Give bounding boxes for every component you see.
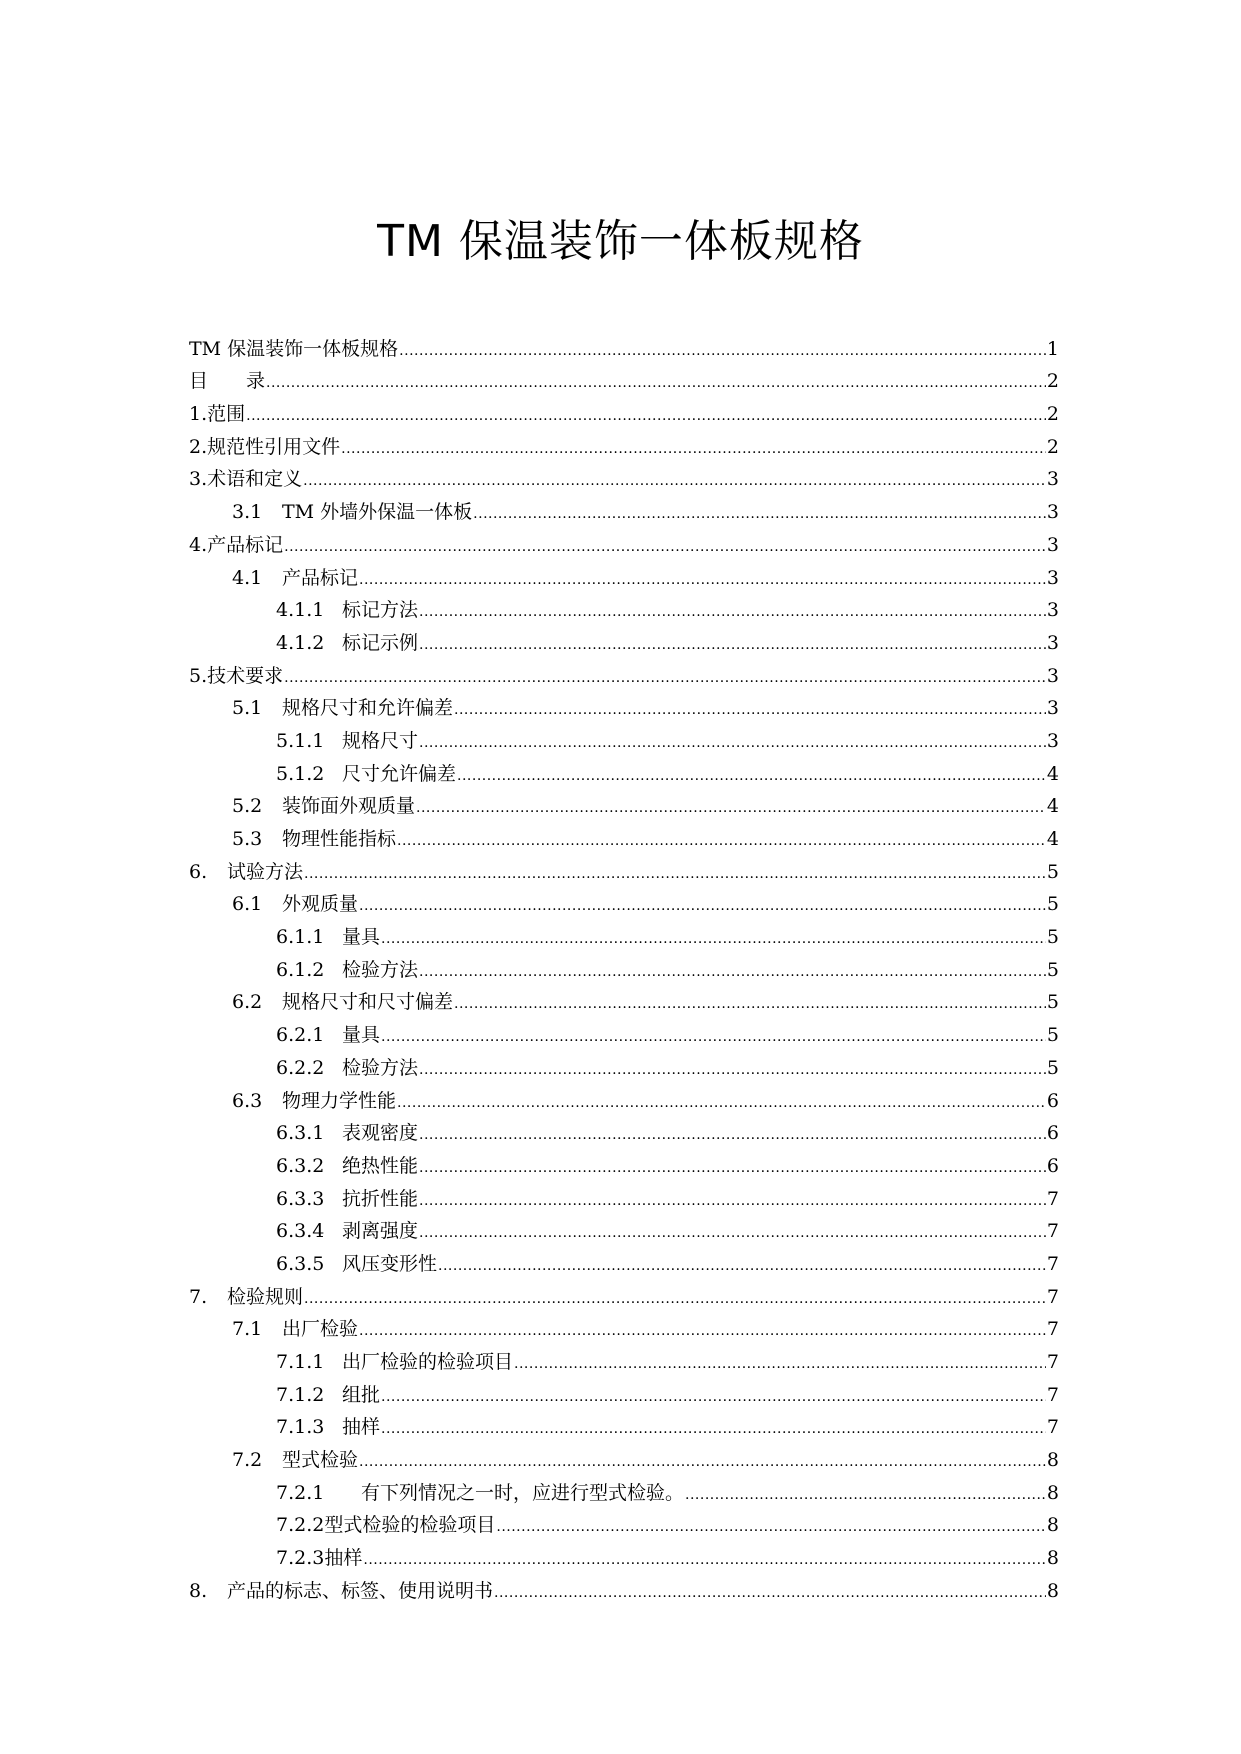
toc-entry-page-number: 7 bbox=[1046, 1220, 1059, 1243]
toc-entry-number: 6.3.2 bbox=[276, 1154, 325, 1177]
toc-entry-label: 3.术语和定义 bbox=[189, 468, 303, 491]
toc-entry-number: 7.1.3 bbox=[276, 1416, 325, 1439]
toc-entry[interactable] bbox=[189, 1471, 1059, 1504]
toc-dot-leader bbox=[381, 1024, 1046, 1046]
toc-entry-number: 7.2.1 bbox=[276, 1481, 325, 1504]
toc-dot-leader bbox=[454, 697, 1046, 719]
toc-entry-page-number: 7 bbox=[1046, 1285, 1059, 1308]
toc-entry-label: 标记示例 bbox=[342, 631, 419, 654]
toc-entry[interactable] bbox=[189, 556, 1059, 589]
toc-entry-number: 7.2 bbox=[232, 1449, 263, 1472]
toc-entry-page-number: 3 bbox=[1046, 599, 1059, 622]
toc-entry-page-number: 8 bbox=[1046, 1514, 1059, 1537]
toc-entry[interactable] bbox=[189, 1536, 1059, 1569]
toc-entry[interactable] bbox=[189, 621, 1059, 654]
toc-entry[interactable] bbox=[189, 817, 1059, 850]
toc-entry-page-number: 5 bbox=[1046, 860, 1059, 883]
toc-entry[interactable] bbox=[189, 523, 1059, 556]
toc-entry-label: 组批 bbox=[342, 1383, 381, 1406]
toc-entry-number: 5.2 bbox=[232, 795, 263, 818]
toc-dot-leader bbox=[419, 1188, 1046, 1210]
toc-entry-label: 物理力学性能 bbox=[282, 1089, 397, 1112]
toc-entry-page-number: 7 bbox=[1046, 1252, 1059, 1275]
toc-entry[interactable] bbox=[189, 948, 1059, 981]
toc-entry-page-number: 8 bbox=[1046, 1449, 1059, 1472]
toc-entry-label: 检验方法 bbox=[342, 1056, 419, 1079]
toc-entry-label: 风压变形性 bbox=[342, 1252, 438, 1275]
toc-dot-leader bbox=[303, 468, 1046, 490]
toc-entry[interactable] bbox=[189, 1340, 1059, 1373]
toc-entry-label: 物理性能指标 bbox=[282, 828, 397, 850]
toc-entry[interactable] bbox=[189, 850, 1059, 883]
toc-dot-leader bbox=[284, 665, 1046, 687]
toc-dot-leader bbox=[473, 501, 1046, 523]
toc-dot-leader bbox=[359, 1318, 1046, 1340]
toc-entry-label: 表观密度 bbox=[342, 1122, 419, 1145]
toc-entry-label: 抗折性能 bbox=[342, 1187, 419, 1210]
toc-dot-leader bbox=[399, 338, 1046, 360]
toc-entry-page-number: 8 bbox=[1046, 1481, 1059, 1504]
toc-dot-leader bbox=[304, 861, 1046, 883]
toc-entry-number: 5.1 bbox=[232, 697, 263, 720]
toc-entry-label: 装饰面外观质量 bbox=[282, 795, 416, 818]
toc-entry-page-number: 3 bbox=[1046, 631, 1059, 654]
toc-dot-leader bbox=[419, 730, 1046, 752]
toc-entry-number: 6.3.5 bbox=[276, 1252, 325, 1275]
toc-entry-page-number: 4 bbox=[1046, 762, 1059, 785]
toc-entry-label: 产品的标志、标签、使用说明书 bbox=[227, 1579, 494, 1602]
toc-dot-leader bbox=[359, 893, 1046, 915]
toc-entry[interactable] bbox=[189, 458, 1059, 491]
toc-entry-number: 3.1 bbox=[232, 501, 263, 524]
toc-dot-leader bbox=[359, 1449, 1046, 1471]
toc-entry-number: 6.1.1 bbox=[276, 926, 325, 949]
toc-entry-page-number: 7 bbox=[1046, 1383, 1059, 1406]
toc-entry-label: 规格尺寸和允许偏差 bbox=[282, 697, 454, 720]
toc-entry-number: 4.1 bbox=[232, 566, 263, 589]
toc-dot-leader bbox=[457, 763, 1046, 785]
toc-dot-leader bbox=[381, 1384, 1046, 1406]
toc-entry-label: 试验方法 bbox=[227, 860, 304, 883]
toc-entry-label: 量具 bbox=[342, 926, 381, 949]
toc-dot-leader bbox=[419, 599, 1046, 621]
toc-entry-page-number: 6 bbox=[1046, 1122, 1059, 1145]
toc-dot-leader bbox=[419, 632, 1046, 654]
toc-entry-label: 标记方法 bbox=[342, 599, 419, 622]
toc-entry-page-number: 8 bbox=[1046, 1547, 1059, 1570]
toc-entry[interactable] bbox=[189, 654, 1059, 687]
toc-entry-label: 5.技术要求 bbox=[189, 664, 284, 687]
toc-entry-label: 4.产品标记 bbox=[189, 533, 284, 556]
toc-entry[interactable] bbox=[189, 883, 1059, 916]
toc-dot-leader bbox=[419, 1057, 1046, 1079]
toc-entry-page-number: 4 bbox=[1046, 795, 1059, 818]
toc-dot-leader bbox=[419, 959, 1046, 981]
toc-entry-page-number: 5 bbox=[1046, 1024, 1059, 1047]
toc-entry[interactable] bbox=[189, 490, 1059, 523]
toc-entry-page-number: 2 bbox=[1046, 403, 1059, 426]
toc-dot-leader bbox=[397, 1090, 1046, 1112]
toc-entry[interactable] bbox=[189, 752, 1059, 785]
toc-entry-number: 7.1.1 bbox=[276, 1351, 325, 1373]
toc-entry[interactable] bbox=[189, 915, 1059, 948]
toc-entry-number: 7. bbox=[189, 1285, 208, 1308]
toc-dot-leader bbox=[685, 1482, 1046, 1504]
toc-entry-page-number: 5 bbox=[1046, 958, 1059, 981]
toc-entry-page-number: 7 bbox=[1046, 1318, 1059, 1341]
toc-entry[interactable] bbox=[189, 1177, 1059, 1210]
toc-entry-page-number: 3 bbox=[1046, 664, 1059, 687]
toc-entry-label: 尺寸允许偏差 bbox=[342, 762, 457, 785]
toc-entry-label: 抽样 bbox=[324, 1547, 363, 1570]
toc-entry-label: 量具 bbox=[342, 1024, 381, 1047]
toc-entry-page-number: 5 bbox=[1046, 1056, 1059, 1079]
toc-entry-page-number: 3 bbox=[1046, 729, 1059, 752]
toc-entry-label: TM 保温装饰一体板规格 bbox=[189, 337, 399, 360]
toc-entry-number: 7.2.2 bbox=[276, 1514, 325, 1537]
toc-entry[interactable] bbox=[189, 360, 1059, 393]
toc-entry-label: 抽样 bbox=[342, 1416, 381, 1439]
toc-entry[interactable] bbox=[189, 1406, 1059, 1439]
toc-entry[interactable] bbox=[189, 1144, 1059, 1177]
toc-entry-label: 有下列情况之一时，应进行型式检验。 bbox=[342, 1481, 685, 1504]
toc-entry-page-number: 2 bbox=[1046, 435, 1059, 458]
toc-dot-leader bbox=[496, 1514, 1046, 1536]
toc-entry-label: 2.规范性引用文件 bbox=[189, 435, 341, 458]
toc-dot-leader bbox=[341, 436, 1046, 458]
toc-entry[interactable] bbox=[189, 1569, 1059, 1602]
toc-entry-page-number: 7 bbox=[1046, 1416, 1059, 1439]
toc-entry-page-number: 3 bbox=[1046, 533, 1059, 556]
toc-entry-number: 7.1 bbox=[232, 1318, 263, 1341]
toc-dot-leader bbox=[266, 370, 1046, 392]
toc-entry-number: 7.1.2 bbox=[276, 1383, 325, 1406]
toc-entry[interactable] bbox=[189, 1373, 1059, 1406]
toc-entry-number: 5.3 bbox=[232, 828, 263, 850]
toc-dot-leader bbox=[381, 1416, 1046, 1438]
toc-dot-leader bbox=[419, 1122, 1046, 1144]
toc-entry-number: 4.1.2 bbox=[276, 631, 325, 654]
toc-dot-leader bbox=[416, 795, 1046, 817]
toc-entry-page-number: 3 bbox=[1046, 566, 1059, 589]
toc-entry-page-number: 5 bbox=[1046, 893, 1059, 916]
toc-entry[interactable] bbox=[189, 1438, 1059, 1471]
toc-entry-number: 6.3.3 bbox=[276, 1187, 325, 1210]
toc-entry[interactable] bbox=[189, 1275, 1059, 1308]
toc-entry-number: 6.3.4 bbox=[276, 1220, 325, 1243]
toc-entry-label: TM 外墙外保温一体板 bbox=[282, 501, 473, 524]
toc-entry-label: 外观质量 bbox=[282, 893, 359, 916]
table-of-contents bbox=[189, 327, 1059, 1602]
toc-entry[interactable] bbox=[189, 1112, 1059, 1145]
toc-entry[interactable] bbox=[189, 1210, 1059, 1243]
toc-dot-leader bbox=[494, 1580, 1046, 1602]
toc-entry[interactable] bbox=[189, 327, 1059, 360]
toc-entry-number: 4.1.1 bbox=[276, 599, 325, 622]
toc-dot-leader bbox=[419, 1155, 1046, 1177]
toc-entry-label: 绝热性能 bbox=[342, 1154, 419, 1177]
toc-entry[interactable] bbox=[189, 1242, 1059, 1275]
toc-dot-leader bbox=[363, 1547, 1046, 1569]
toc-entry-number: 5.1.1 bbox=[276, 729, 325, 752]
toc-entry-page-number: 4 bbox=[1046, 828, 1059, 850]
toc-entry[interactable] bbox=[189, 1308, 1059, 1341]
toc-dot-leader bbox=[381, 926, 1046, 948]
toc-entry-label: 1.范围 bbox=[189, 403, 246, 426]
toc-dot-leader bbox=[454, 991, 1046, 1013]
toc-entry-number: 7.2.3 bbox=[276, 1547, 325, 1570]
toc-entry[interactable] bbox=[189, 1046, 1059, 1079]
toc-entry-page-number: 5 bbox=[1046, 926, 1059, 949]
toc-dot-leader bbox=[438, 1253, 1046, 1275]
toc-entry[interactable] bbox=[189, 1504, 1059, 1537]
toc-entry-label: 出厂检验的检验项目 bbox=[342, 1351, 514, 1373]
toc-entry-label: 检验方法 bbox=[342, 958, 419, 981]
toc-entry-label: 型式检验的检验项目 bbox=[324, 1514, 496, 1537]
toc-entry-page-number: 2 bbox=[1046, 370, 1059, 393]
toc-entry-label: 规格尺寸和尺寸偏差 bbox=[282, 991, 454, 1014]
toc-entry[interactable] bbox=[189, 1013, 1059, 1046]
toc-entry-number: 6.2 bbox=[232, 991, 263, 1014]
toc-entry-page-number: 1 bbox=[1046, 337, 1059, 360]
toc-entry-label: 型式检验 bbox=[282, 1449, 359, 1472]
toc-entry-label: 规格尺寸 bbox=[342, 729, 419, 752]
toc-dot-leader bbox=[514, 1351, 1046, 1373]
toc-entry-page-number: 6 bbox=[1046, 1089, 1059, 1112]
toc-entry-page-number: 7 bbox=[1046, 1351, 1059, 1373]
toc-entry-page-number: 7 bbox=[1046, 1187, 1059, 1210]
toc-entry-page-number: 3 bbox=[1046, 697, 1059, 720]
toc-dot-leader bbox=[246, 403, 1046, 425]
toc-entry-number: 6.3 bbox=[232, 1089, 263, 1112]
toc-entry-page-number: 5 bbox=[1046, 991, 1059, 1014]
toc-entry-label: 出厂检验 bbox=[282, 1318, 359, 1341]
toc-entry[interactable] bbox=[189, 392, 1059, 425]
toc-entry[interactable] bbox=[189, 785, 1059, 818]
toc-entry[interactable] bbox=[189, 981, 1059, 1014]
toc-entry[interactable] bbox=[189, 425, 1059, 458]
toc-dot-leader bbox=[304, 1286, 1046, 1308]
toc-entry[interactable] bbox=[189, 1079, 1059, 1112]
toc-entry-label: 产品标记 bbox=[282, 566, 359, 589]
toc-entry-number: 5.1.2 bbox=[276, 762, 325, 785]
toc-entry-page-number: 8 bbox=[1046, 1579, 1059, 1602]
toc-dot-leader bbox=[284, 534, 1046, 556]
toc-entry-label: 检验规则 bbox=[227, 1285, 304, 1308]
toc-entry-number: 6.3.1 bbox=[276, 1122, 325, 1145]
toc-entry[interactable] bbox=[189, 687, 1059, 720]
toc-entry-number: 6. bbox=[189, 860, 208, 883]
toc-entry[interactable] bbox=[189, 719, 1059, 752]
toc-entry-number: 6.1 bbox=[232, 893, 263, 916]
toc-entry[interactable] bbox=[189, 589, 1059, 622]
toc-entry-label: 目 录 bbox=[189, 370, 266, 393]
toc-dot-leader bbox=[419, 1220, 1046, 1242]
toc-dot-leader bbox=[397, 828, 1046, 850]
page-title: TM 保温装饰一体板规格 bbox=[377, 216, 864, 267]
toc-entry-label: 剥离强度 bbox=[342, 1220, 419, 1243]
toc-entry-number: 6.2.1 bbox=[276, 1024, 325, 1047]
toc-entry-number: 8. bbox=[189, 1579, 208, 1602]
toc-entry-page-number: 6 bbox=[1046, 1154, 1059, 1177]
toc-entry-number: 6.1.2 bbox=[276, 958, 325, 981]
toc-entry-page-number: 3 bbox=[1046, 468, 1059, 491]
toc-dot-leader bbox=[359, 567, 1046, 589]
toc-entry-page-number: 3 bbox=[1046, 501, 1059, 524]
toc-entry-number: 6.2.2 bbox=[276, 1056, 325, 1079]
